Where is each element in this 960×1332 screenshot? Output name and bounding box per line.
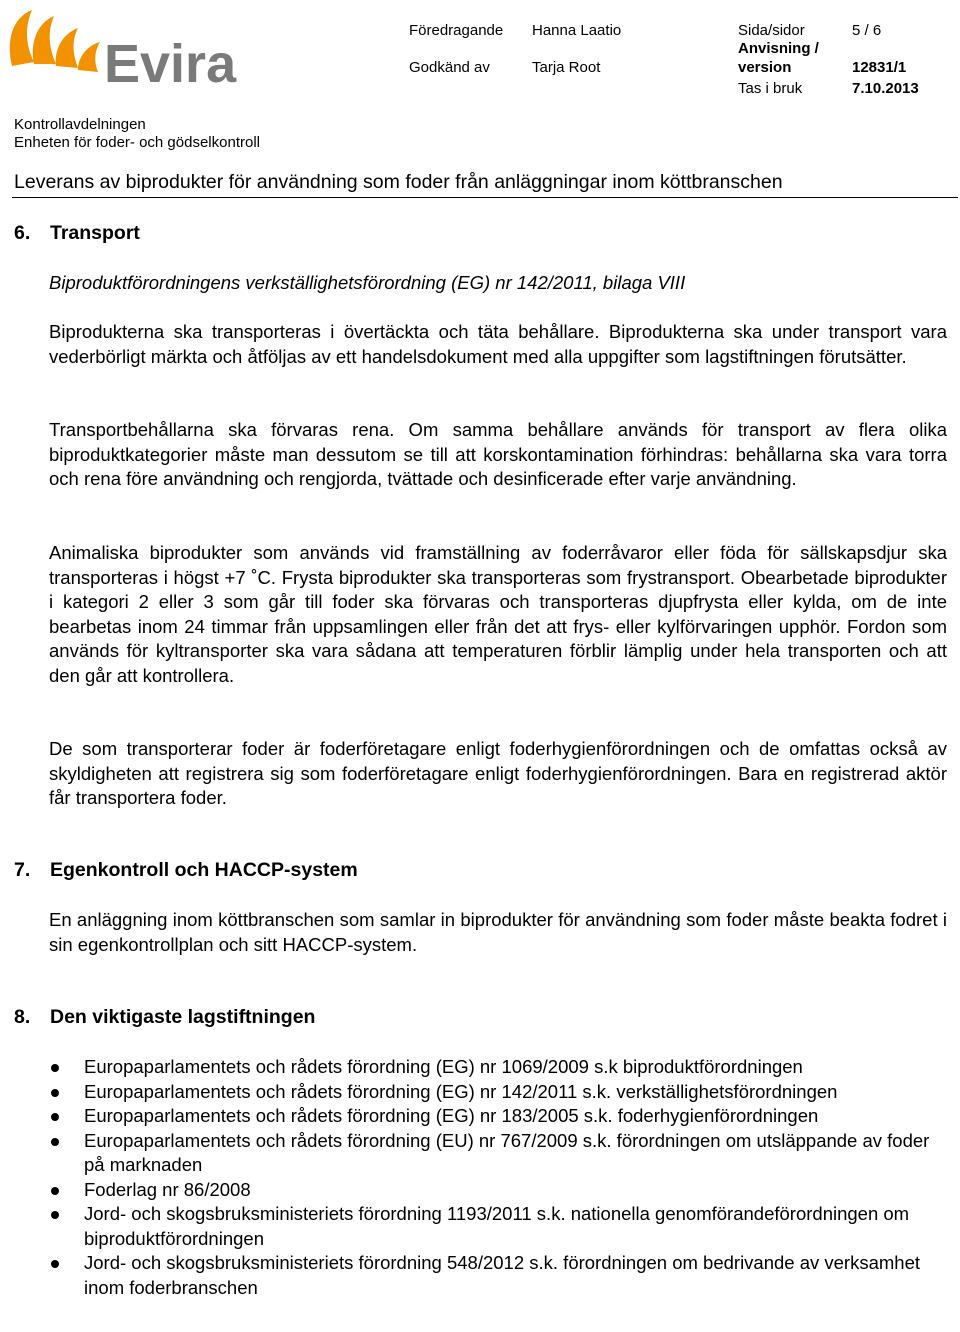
legislation-item	[0, 1104, 944, 1129]
legislation-item-text: Jord- och skogsbruksministeriets förordning 1193/2011 s.k. nationella genomförandeförordningen om biproduktförordningen	[84, 1203, 910, 1249]
legislation-item-text: Europaparlamentets och rådets förordning (EG) nr 183/2005 s.k. foderhygienförordningen	[84, 1105, 819, 1126]
section-6-paragraph-4: De som transporterar foder är foderföretagare enligt foderhygienförordningen och de omfattas också av skyldigheten att registrera sig som foderföretagare enligt foderhygienförordningen. Bara en registrerad aktör får transportera foder.	[49, 738, 947, 808]
meta-label-presenter: Föredragande	[409, 22, 504, 39]
logo-wordmark: Evira	[104, 34, 237, 90]
section-6-number: 6.	[14, 222, 31, 244]
legislation-item	[0, 1202, 944, 1251]
bullet-icon	[51, 1187, 59, 1195]
document-title: Leverans av biprodukter för användning som foder från anläggningar inom köttbranschen	[14, 171, 783, 193]
section-8-title: Den viktigaste lagstiftningen	[50, 1006, 316, 1028]
legislation-item-text: Europaparlamentets och rådets förordning (EU) nr 767/2009 s.k. förordningen om utsläppande av foder på marknaden	[84, 1129, 930, 1175]
bullet-icon	[51, 1064, 59, 1072]
section-6-title: Transport	[50, 222, 140, 244]
section-6-paragraph-2: Transportbehållarna ska förvaras rena. Om samma behållare används för transport av flera olika biproduktkategorier måste man dessutom se till att korskontamination förhindras: behållarna ska vara torra och rena före användning och rengjorda, tvättade och desinficerade efter varje användning.	[49, 419, 947, 489]
section-7-number: 7.	[14, 859, 31, 881]
meta-value-approved: Tarja Root	[532, 59, 601, 76]
legislation-item	[0, 1178, 944, 1203]
meta-label-instruction: Anvisning /	[738, 40, 819, 57]
bullet-icon	[51, 1113, 59, 1121]
meta-value-pages: 5 / 6	[852, 22, 882, 39]
section-8-heading	[14, 1005, 315, 1029]
bullet-icon	[51, 1260, 59, 1268]
meta-label-version: version	[738, 59, 792, 76]
header-divider	[12, 197, 958, 198]
section-7-heading	[14, 858, 358, 882]
unit: Enheten för foder- och gödselkontroll	[14, 134, 260, 151]
legislation-item	[0, 1129, 944, 1178]
section-6-paragraph-1: Biprodukterna ska transporteras i övertäckta och täta behållare. Biprodukterna ska under transport vara vederbörligt märkta och åtföljas av ett handelsdokument med alla uppgifter som lagstiftningen förutsätter.	[49, 321, 947, 367]
evira-logo-graphic	[4, 6, 264, 90]
legislation-item-text: Europaparlamentets och rådets förordning (EG) nr 142/2011 s.k. verkställighetsförordningen	[84, 1080, 838, 1102]
legislation-item	[0, 1055, 944, 1080]
legislation-item-text: Jord- och skogsbruksministeriets förordning 548/2012 s.k. förordningen om bedrivande av verksamhet inom foderbranschen	[84, 1252, 921, 1298]
legislation-item-text: Europaparlamentets och rådets förordning (EG) nr 1069/2009 s.k biproduktförordningen	[84, 1056, 803, 1077]
legislation-item-text: Foderlag nr 86/2008	[84, 1178, 251, 1200]
meta-label-approved: Godkänd av	[409, 59, 490, 76]
meta-label-effective: Tas i bruk	[738, 80, 803, 97]
section-6-regulation: Biproduktförordningens verkställighetsförordning (EG) nr 142/2011, bilaga VIII	[49, 272, 686, 293]
section-6-heading	[14, 221, 140, 245]
legislation-item	[0, 1080, 944, 1105]
bullet-icon	[51, 1089, 59, 1097]
bullet-icon	[51, 1138, 59, 1146]
meta-value-presenter: Hanna Laatio	[532, 22, 622, 39]
evira-logo	[4, 6, 264, 90]
section-7-paragraph-1: En anläggning inom köttbranschen som samlar in biprodukter för användning som foder måste beakta fodret i sin egenkontrollplan och sitt HACCP-system.	[49, 909, 947, 955]
meta-label-pages: Sida/sidor	[738, 22, 805, 39]
bullet-icon	[51, 1211, 59, 1219]
department: Kontrollavdelningen	[14, 116, 146, 133]
section-7-title: Egenkontroll och HACCP-system	[50, 859, 358, 881]
legislation-item	[0, 1251, 944, 1300]
section-8-number: 8.	[14, 1006, 31, 1028]
meta-value-version: 12831/1	[852, 59, 907, 76]
section-6-paragraph-3: Animaliska biprodukter som används vid framställning av foderråvaror eller föda för sällskapsdjur ska transporteras i högst +7 ˚C. Frysta biprodukter ska transporteras som frystransport. Obearbetade biprodukter i kategori 2 eller 3 som går till foder ska förvaras och transporteras djupfrysta eller kylda, om de inte bearbetas inom 24 timmar från uppsamlingen eller från det att frys- eller kylförvaringen upphör. Fordon som används för kyltransporter ska vara sådana att temperaturen förblir lämplig under hela transporten och att den går att kontrollera.	[49, 542, 947, 686]
legislation-list	[0, 1055, 944, 1300]
meta-value-effective: 7.10.2013	[852, 80, 919, 97]
